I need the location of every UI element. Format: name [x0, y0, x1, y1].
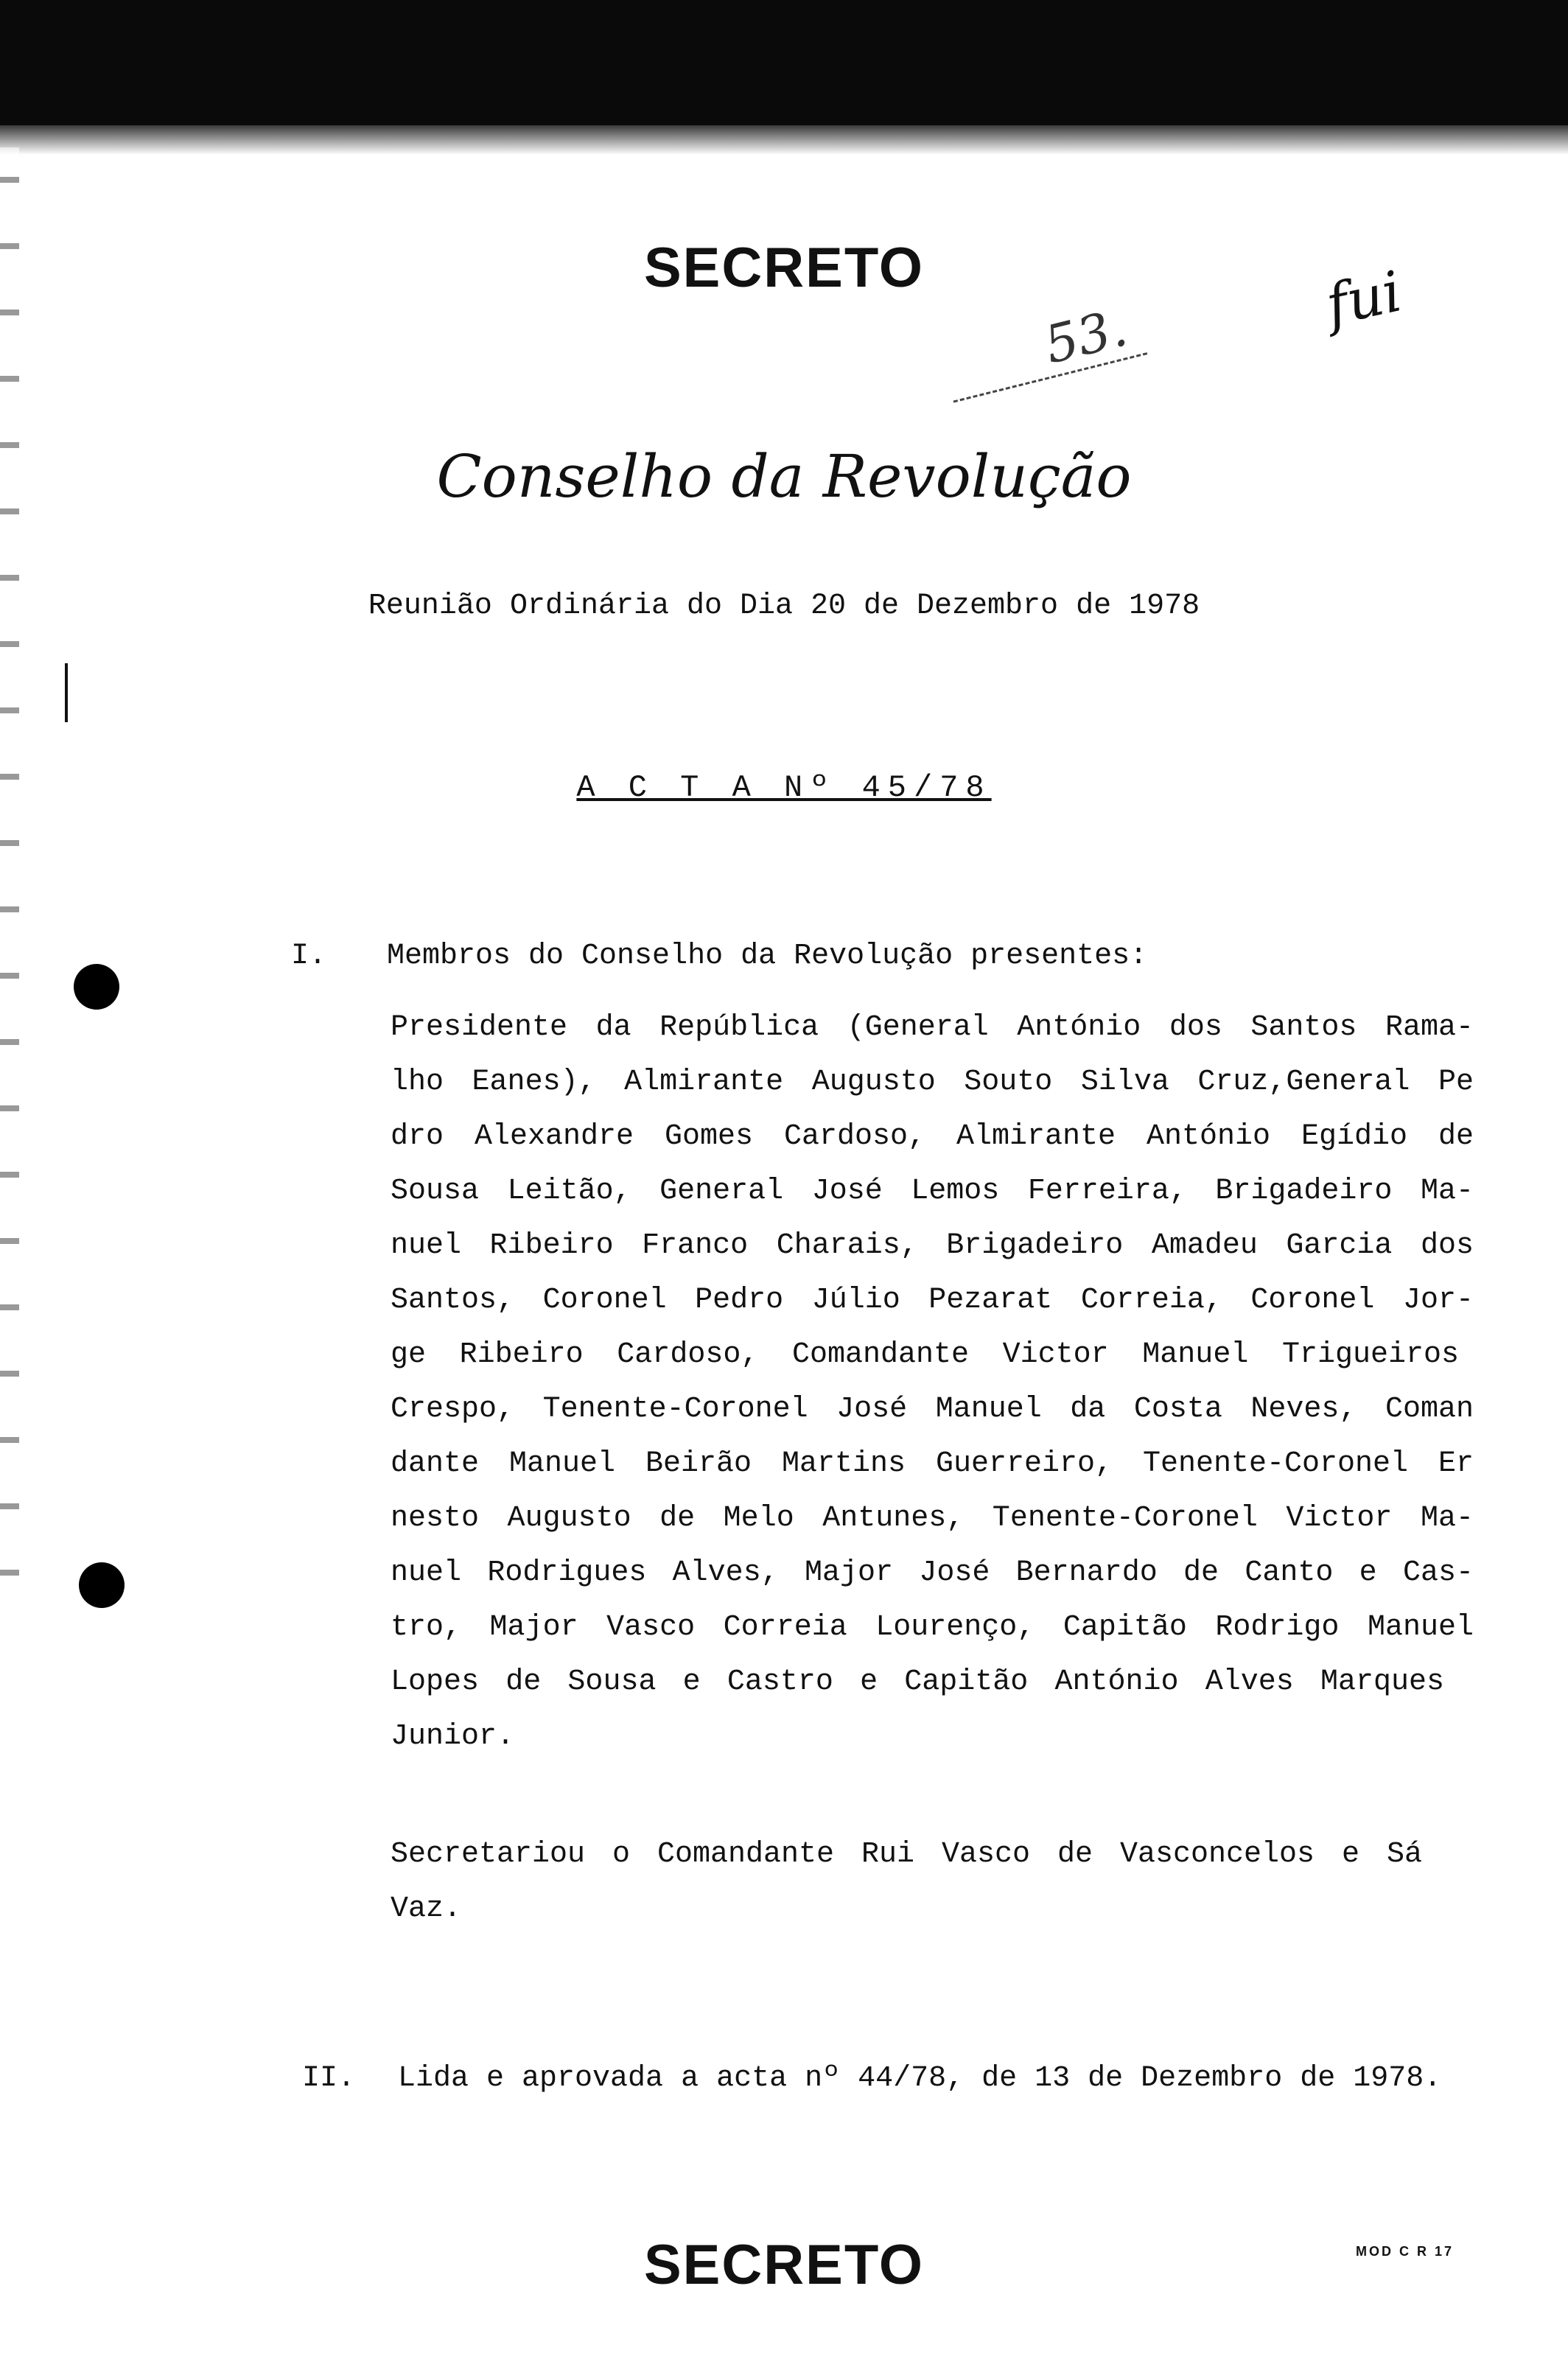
member-line: lho Eanes), Almirante Augusto Souto Silva Cruz,General Pe: [391, 1066, 1474, 1099]
section-text: Lida e aprovada a acta nº 44/78, de 13 de Dezembro de 1978.: [398, 2062, 1442, 2095]
member-line: nuel Ribeiro Franco Charais, Brigadeiro Amadeu Garcia dos: [391, 1229, 1474, 1262]
letterhead: Conselho da Revolução: [436, 442, 1132, 511]
header-secret-stamp: SECRETO: [643, 237, 924, 299]
member-line: Sousa Leitão, General José Lemos Ferreira, Brigadeiro Ma-: [391, 1175, 1474, 1208]
member-line: ge Ribeiro Cardoso, Comandante Victor Manuel Trigueiros: [391, 1338, 1459, 1371]
form-code: MOD C R 17: [1355, 2244, 1454, 2259]
handwritten-document-number: 53.: [939, 293, 1148, 402]
section-number: I.: [291, 940, 327, 973]
member-line: Presidente da República (General António dos Santos Rama-: [391, 1011, 1474, 1044]
section-number: II.: [302, 2062, 356, 2095]
acta-title: [0, 770, 1568, 805]
secretary-line: Vaz.: [391, 1892, 462, 1926]
meeting-date-line: Reunião Ordinária do Dia 20 de Dezembro de 1978: [368, 590, 1200, 623]
section-heading: Membros do Conselho da Revolução presentes:: [387, 940, 1148, 973]
binder-hole-top: [74, 964, 119, 1010]
secretary-line: Secretariou o Comandante Rui Vasco de Vasconcelos e Sá: [391, 1838, 1422, 1871]
member-line: Crespo, Tenente-Coronel José Manuel da Costa Neves, Coman: [391, 1393, 1474, 1426]
handwritten-initial: fui: [1320, 258, 1407, 338]
member-line: tro, Major Vasco Correia Lourenço, Capitão Rodrigo Manuel: [391, 1611, 1474, 1644]
scan-edge-shadow: [0, 125, 1568, 155]
acta-title-text: A C T A Nº 45/78: [576, 770, 992, 805]
member-line: nesto Augusto de Melo Antunes, Tenente-Coronel Victor Ma-: [391, 1502, 1474, 1535]
binder-hole-bottom: [79, 1562, 125, 1608]
scan-top-border: [0, 0, 1568, 125]
member-line: Santos, Coronel Pedro Júlio Pezarat Correia, Coronel Jor-: [391, 1284, 1474, 1317]
member-line: dro Alexandre Gomes Cardoso, Almirante António Egídio de: [391, 1120, 1474, 1153]
member-line: nuel Rodrigues Alves, Major José Bernardo de Canto e Cas-: [391, 1556, 1474, 1590]
left-margin-artifacts: [0, 147, 19, 1621]
member-line: Lopes de Sousa e Castro e Capitão António Alves Marques: [391, 1665, 1444, 1699]
member-line: dante Manuel Beirão Martins Guerreiro, Tenente-Coronel Er: [391, 1447, 1474, 1481]
footer-secret-stamp: SECRETO: [643, 2234, 924, 2296]
member-line: Junior.: [391, 1720, 515, 1753]
margin-bar: [65, 663, 68, 722]
